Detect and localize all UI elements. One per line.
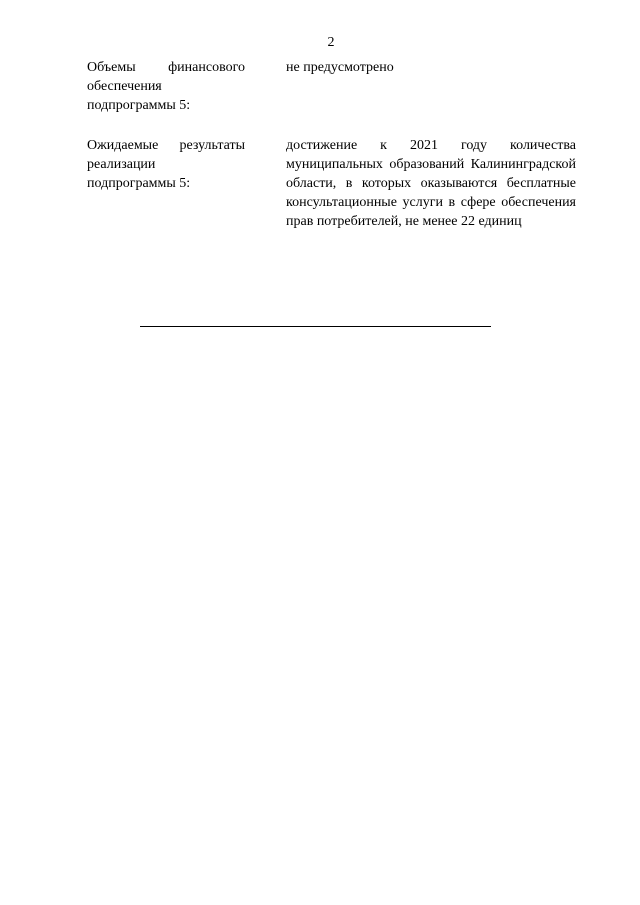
- passport-row-funding: [87, 58, 579, 115]
- passport-row-expected-results: [87, 136, 579, 231]
- separator-line: [140, 326, 491, 327]
- page-number: 2: [327, 35, 335, 50]
- funding-label: Объемы финансового обеспечения подпрограммы 5:: [87, 60, 245, 113]
- expected-results-value: достижение к 2021 году количества муниципальных образований Калининградской области, в которых оказываются бесплатные консультационные услуги в сфере обеспечения прав потребителей, не менее 22 единиц: [286, 138, 576, 229]
- funding-value: не предусмотрено: [286, 60, 394, 75]
- expected-results-label: Ожидаемые результаты реализации подпрограммы 5:: [87, 138, 245, 191]
